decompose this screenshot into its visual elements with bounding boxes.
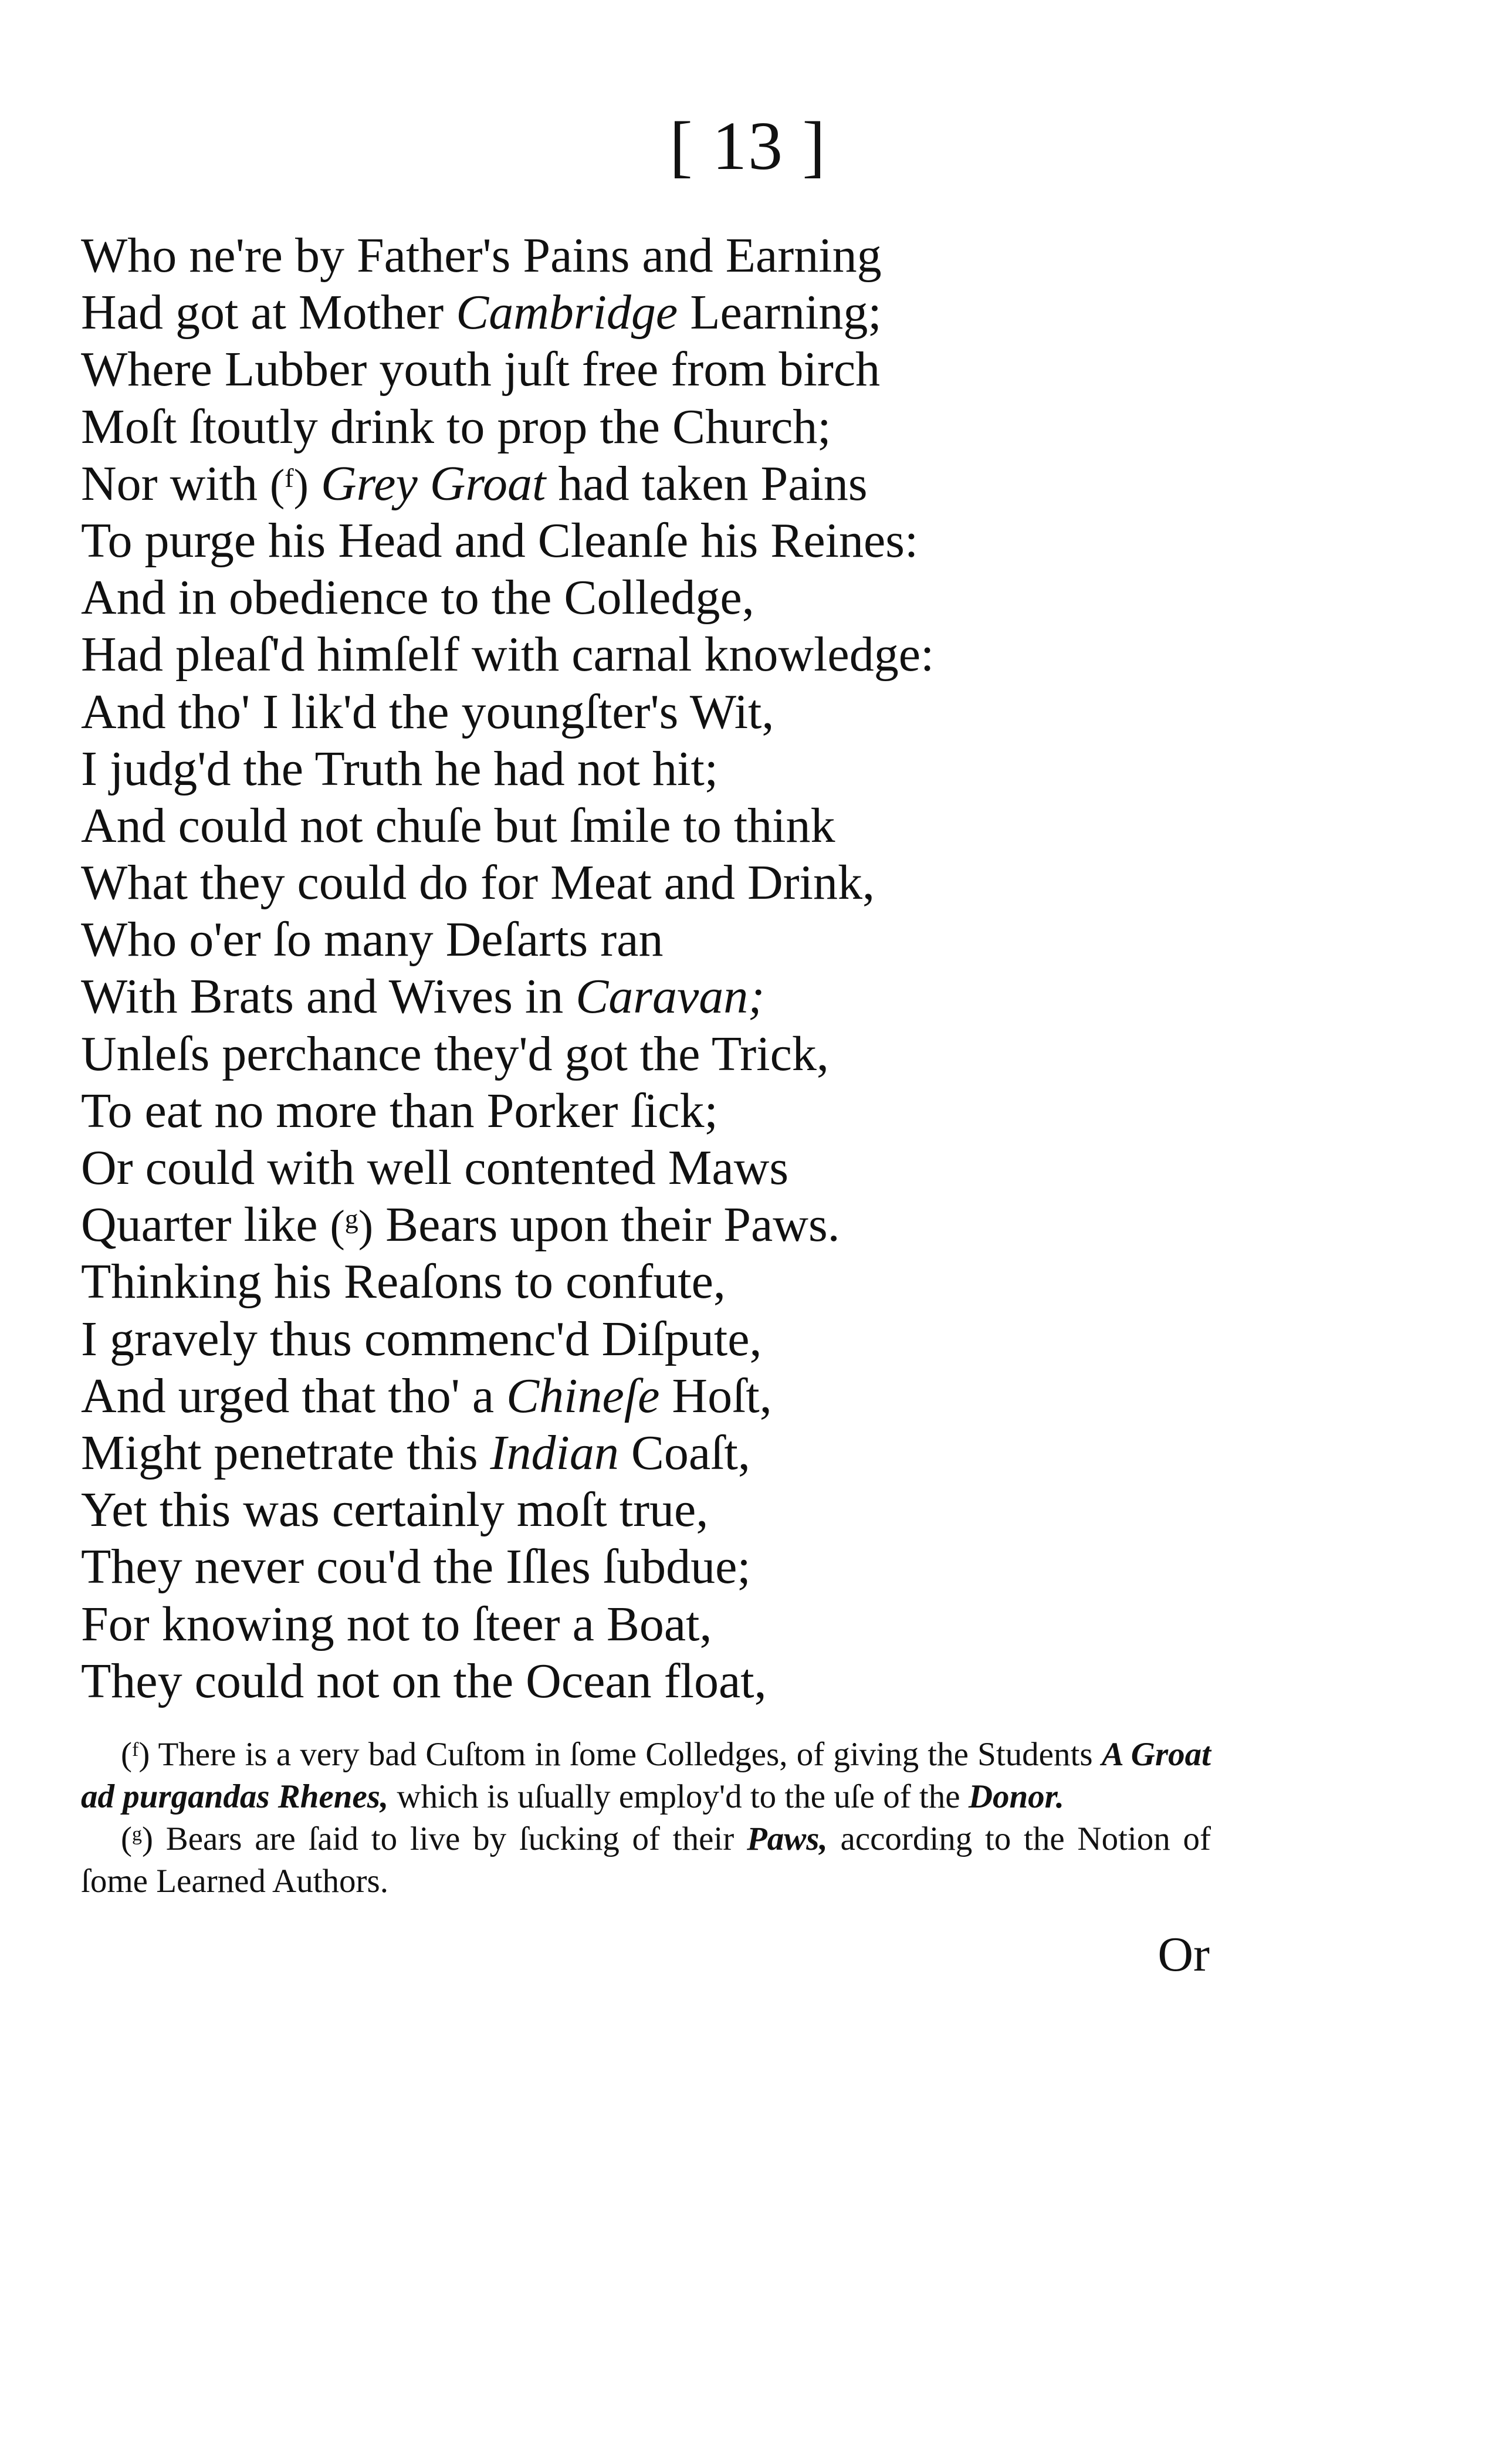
line-text: Might penetrate this [81, 1425, 490, 1480]
footnote-text: which is uſually employ'd to the uſe of the [388, 1778, 969, 1815]
verse-line [81, 1253, 1372, 1310]
line-text: Had pleaſ'd himſelf with carnal knowledge: [81, 627, 935, 682]
verse-line [81, 854, 1372, 911]
italic-text: Cambridge [456, 285, 678, 340]
line-text: And urged that tho' a [81, 1368, 507, 1423]
line-text: Hoſt, [659, 1368, 772, 1423]
line-text: Who o'er ſo many Deſarts ran [81, 912, 664, 967]
line-text: What they could do for Meat and Drink, [81, 855, 875, 911]
verse-line [81, 1538, 1372, 1595]
verse-line [81, 626, 1372, 683]
page-number: [ 13 ] [669, 107, 827, 184]
italic-text: Indian [490, 1425, 619, 1480]
line-text: And could not chuſe but ſmile to think [81, 798, 835, 853]
footnote-marker: ($^g$) [121, 1820, 153, 1857]
verse-line [81, 512, 1372, 569]
verse-line [81, 1653, 1372, 1710]
verse-line [81, 455, 1372, 512]
verse-line [81, 968, 1372, 1025]
line-text: Yet this was certainly moſt true, [81, 1483, 709, 1538]
verse-line [81, 398, 1372, 455]
line-text: Thinking his Reaſons to confute, [81, 1254, 726, 1309]
verse-line [81, 1311, 1372, 1368]
footnotes [81, 1734, 1211, 1903]
verse-line [81, 1025, 1372, 1082]
line-text: Who ne're by Father's Pains and Earning [81, 228, 882, 283]
italic-text: A Groat ad purgandas Rhenes, [81, 1736, 1211, 1815]
footnote-reference: ($^g$) [330, 1201, 374, 1251]
poem-body [81, 227, 1372, 1710]
line-text: And in obedience to the Colledge, [81, 570, 754, 625]
line-text: For knowing not to ſteer a Boat, [81, 1596, 712, 1651]
verse-line [81, 1196, 1372, 1253]
line-text: Moſt ſtoutly drink to prop the Church; [81, 399, 831, 454]
line-text: They never cou'd the Iſles ſubdue; [81, 1539, 751, 1595]
verse-line [81, 740, 1372, 797]
verse-line [81, 683, 1372, 740]
verse-line [81, 1481, 1372, 1538]
line-text: I gravely thus commenc'd Diſpute, [81, 1311, 762, 1366]
verse-line [81, 341, 1372, 398]
line-text: And tho' I lik'd the youngſter's Wit, [81, 684, 774, 739]
footnote-text: Bears are ſaid to live by ſucking of their [153, 1820, 747, 1857]
verse-line [81, 1368, 1372, 1424]
line-text: had taken Pains [546, 456, 868, 511]
verse-line [81, 1424, 1372, 1481]
line-text: I judg'd the Truth he had not hit; [81, 741, 719, 796]
footnote [81, 1734, 1211, 1818]
line-text: Where Lubber youth juſt free from birch [81, 342, 881, 397]
line-text: Nor with [81, 456, 270, 511]
verse-line [81, 911, 1372, 968]
verse-line [81, 569, 1372, 626]
line-text: To eat no more than Porker ſick; [81, 1083, 718, 1138]
verse-line [81, 1082, 1372, 1139]
verse-line [81, 797, 1372, 854]
italic-text: Donor. [968, 1778, 1064, 1815]
line-text: Quarter like [81, 1197, 330, 1253]
verse-line [81, 1596, 1372, 1653]
line-text: With Brats and Wives in [81, 969, 576, 1024]
footnote-marker: ($^f$) [121, 1736, 150, 1773]
footnote-reference: ($^f$) [269, 460, 309, 510]
footnote [81, 1818, 1211, 1903]
verse-line [81, 227, 1372, 284]
line-text: Bears upon their Paws. [373, 1197, 840, 1253]
footnote-text: according to the Notion of ſome Learned Authors. [81, 1820, 1211, 1900]
line-text [309, 456, 321, 511]
catchword: Or [1157, 1927, 1210, 1982]
line-text: Or could with well contented Maws [81, 1140, 789, 1195]
line-text: To purge his Head and Cleanſe his Reines: [81, 513, 919, 568]
italic-text: Grey Groat [320, 456, 546, 511]
italic-text: Paws, [746, 1820, 828, 1857]
verse-line [81, 1139, 1372, 1196]
verse-line [81, 284, 1372, 341]
footnote-text: There is a very bad Cuſtom in ſome Colledges, of giving the Students [150, 1736, 1102, 1773]
line-text: They could not on the Ocean float, [81, 1653, 767, 1708]
italic-text: Chineſe [506, 1368, 660, 1423]
italic-text: Caravan; [576, 969, 765, 1024]
line-text: Had got at Mother [81, 285, 456, 340]
line-text: Learning; [678, 285, 882, 340]
line-text: Unleſs perchance they'd got the Trick, [81, 1026, 829, 1081]
line-text: Coaſt, [618, 1425, 750, 1480]
